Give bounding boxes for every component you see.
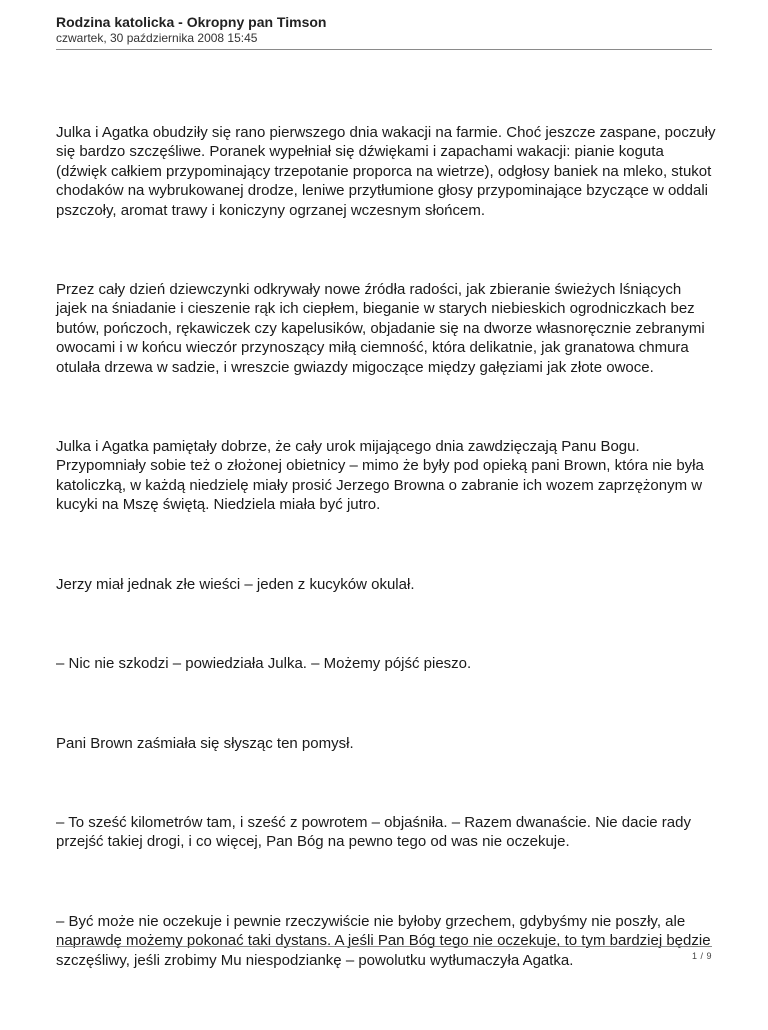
paragraph: – To sześć kilometrów tam, i sześć z powrotem – objaśniła. – Razem dwanaście. Nie dacie rady przejść takiej drogi, i co więcej, Pan Bóg na pewno tego od was nie oczekuje.	[56, 813, 691, 851]
paragraph: Julka i Agatka obudziły się rano pierwszego dnia wakacji na farmie. Choć jeszcze zaspane, poczuły się bardzo szczęśliwe. Poranek wypełniał się dźwiękami i zapachami wakacji: pianie koguta (dźwięk całkiem przypominający trzepotanie proporca na wietrze), odgłosy baniek na mleko, stukot chodaków na wybrukowanej drodze, leniwe przytłumione głosy przypominające bzyczące w oddali pszczoły, aromat trawy i koniczyny ogrzanej wczesnym słońcem.	[56, 124, 716, 219]
paragraph: Pani Brown zaśmiała się słysząc ten pomysł.	[56, 734, 354, 752]
paragraph: Przez cały dzień dziewczynki odkrywały nowe źródła radości, jak zbieranie świeżych lśniących jajek na śniadanie i cieszenie rąk ich ciepłem, bieganie w starych niebieskich ogrodniczkach bez butów, pończoch, rękawiczek czy kapelusików, objadanie się na dworze własnoręcznie zebranymi owocami i w końcu wieczór przynoszący miłą ciemność, która delikatnie, jak granatowa chmura otulała drzewa w sadzie, i wreszcie gwiazdy migoczące między gałęziami jak złote owoce.	[56, 281, 705, 376]
footer-divider	[56, 946, 712, 947]
header-divider	[56, 49, 712, 50]
paragraph: Jerzy miał jednak złe wieści – jeden z kucyków okulał.	[56, 575, 415, 593]
document-title: Rodzina katolicka - Okropny pan Timson	[56, 14, 327, 30]
paragraph: – Być może nie oczekuje i pewnie rzeczywiście nie byłoby grzechem, gdybyśmy nie poszły, ale naprawdę możemy pokonać taki dystans. A jeśli Pan Bóg tego nie oczekuje, to tym bardziej będzie szczęśliwy, jeśli zrobimy Mu niespodziankę – powolutku wytłumaczyła Agatka.	[56, 912, 711, 969]
article-body	[56, 123, 716, 1030]
page-number: 1 / 9	[691, 951, 712, 961]
paragraph: Julka i Agatka pamiętały dobrze, że cały urok mijającego dnia zawdzięczają Panu Bogu. Przypomniały sobie też o złożonej obietnicy – mimo że były pod opieką pani Brown, która nie była katoliczką, w każdą niedzielę miały prosić Jerzego Browna o zabranie ich wozem zaprzężonym w kucyki na Mszę świętą. Niedziela miała być jutro.	[56, 438, 704, 514]
paragraph: – Nic nie szkodzi – powiedziała Julka. – Możemy pójść pieszo.	[56, 655, 472, 673]
page-header	[56, 14, 712, 46]
document-date: czwartek, 30 października 2008 15:45	[56, 31, 258, 45]
